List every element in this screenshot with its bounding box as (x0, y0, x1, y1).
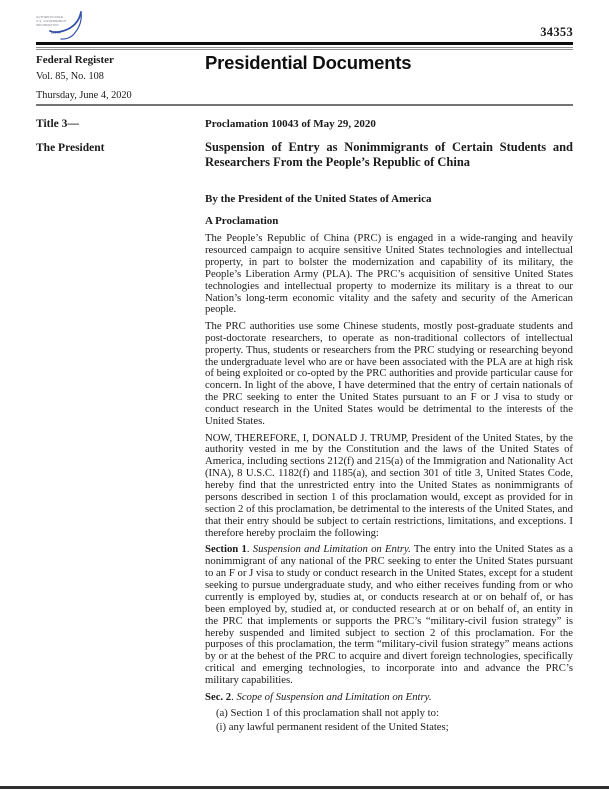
subsection-a: (a) Section 1 of this proclamation shall not apply to: (216, 706, 439, 719)
clause-i: (i) any lawful permanent resident of the United States; (216, 721, 449, 734)
proclamation-number-line: Proclamation 10043 of May 29, 2020 (205, 118, 376, 130)
section-1-title: Suspension and Limitation on Entry. (252, 543, 411, 556)
margin-column (36, 118, 205, 737)
section-1-label: Section 1 (205, 543, 247, 556)
gpo-logo-gpo-text: GPO (51, 30, 61, 35)
paragraph-3: NOW, THEREFORE, I, DONALD J. TRUMP, President of the United States, by the authority vested in me by the Constitution and the laws of the United States of America, including sections 212(f) and 215(a) of the Immigration and Nationality Act (INA), 8 U.S.C. 1182(f) and 1185(a), and section 301 of title 3, United States Code, hereby find that the unrestricted entry into the United States as nonimmigrants of persons described in section 1 of this proclamation would, except as provided for in section 2 of this proclamation, be detrimental to the interests of the United States, and that their entry should be subject to certain restrictions, limitations, and exceptions. I therefore hereby proclaim the following: (205, 431, 573, 539)
publication-name: Federal Register (36, 54, 114, 66)
section-1-separator: . (246, 543, 253, 556)
header-rule (36, 42, 573, 50)
volume-line: Vol. 85, No. 108 (36, 71, 104, 82)
gpo-logo-line-3: INFORMATION (36, 23, 59, 27)
author-label: The President (36, 142, 105, 154)
gpo-logo-line-2: U.S. GOVERNMENT (36, 19, 67, 23)
title-label: Title 3— (36, 118, 79, 130)
section-1-paragraph (205, 544, 573, 687)
section-2-separator: . (231, 690, 237, 703)
proclamation-heading: Suspension of Entry as Nonimmigrants of Certain Students and Researchers From the People’s Republic of China (205, 140, 573, 169)
section-2-paragraph (205, 692, 573, 704)
proclamation-column (205, 118, 573, 737)
gpo-swoosh-tail-shape (61, 12, 81, 39)
proclamation-subheading: A Proclamation (205, 215, 279, 227)
masthead-rule (36, 104, 573, 106)
section-1-body: The entry into the United States as a nonimmigrant of any national of the PRC seeking to enter the United States pursuant to an F or J visa to study or conduct research in the United States, except for a student seeking to pursue undergraduate study, and who either receives funding from or who currently is employed by, studies at, or conducts research at or on behalf of, or has been employed by, studied at, or conducted research at or on behalf of, an entity in the PRC that implements or supports the PRC’s “military-civil fusion strategy” is hereby suspended and limited subject to section 2 of this proclamation. For the purposes of this proclamation, the term “military-civil fusion strategy” means actions by or at the behest of the PRC to acquire and divert foreign technologies, specifically critical and emerging technologies, to incorporate into and advance the PRC’s military capabilities. (205, 543, 574, 687)
paragraph-1: The People’s Republic of China (PRC) is engaged in a wide-ranging and heavily resourced campaign to acquire sensitive United States technologies and intellectual property, in part to bolster the modernization and capability of its military, the People’s Liberation Army (PLA). The PRC’s acquisition of sensitive United States technologies and intellectual property to modernize its military is a threat to our Nation’s long-term economic vitality and the safety and security of the American people. (205, 232, 573, 316)
paragraph-2: The PRC authorities use some Chinese students, mostly post-graduate students and post-doctorate researchers, to operate as non-traditional collectors of intellectual property. Thus, students or researchers from the PRC studying or researching beyond the undergraduate level who are or have been associated with the PLA are at high risk of being exploited or co-opted by the PRC authorities and provide particular cause for concern. In light of the above, I have determined that the entry of certain nationals of the PRC seeking to enter the United States pursuant to an F or J visa to study or conduct research in the United States would be detrimental to the interests of the United States. (205, 319, 573, 428)
gpo-authenticated-seal-icon (33, 10, 95, 44)
page-bottom-rule (0, 786, 609, 789)
byline: By the President of the United States of America (205, 193, 432, 205)
page-number: 34353 (540, 25, 573, 39)
issue-date-line: Thursday, June 4, 2020 (36, 90, 132, 101)
masthead-title: Presidential Documents (205, 52, 412, 73)
document-body (36, 118, 573, 737)
gpo-logo-line-1: AUTHENTICATED (36, 15, 64, 19)
section-2-label: Sec. 2 (205, 690, 232, 703)
section-2-title: Scope of Suspension and Limitation on Entry. (236, 690, 432, 703)
